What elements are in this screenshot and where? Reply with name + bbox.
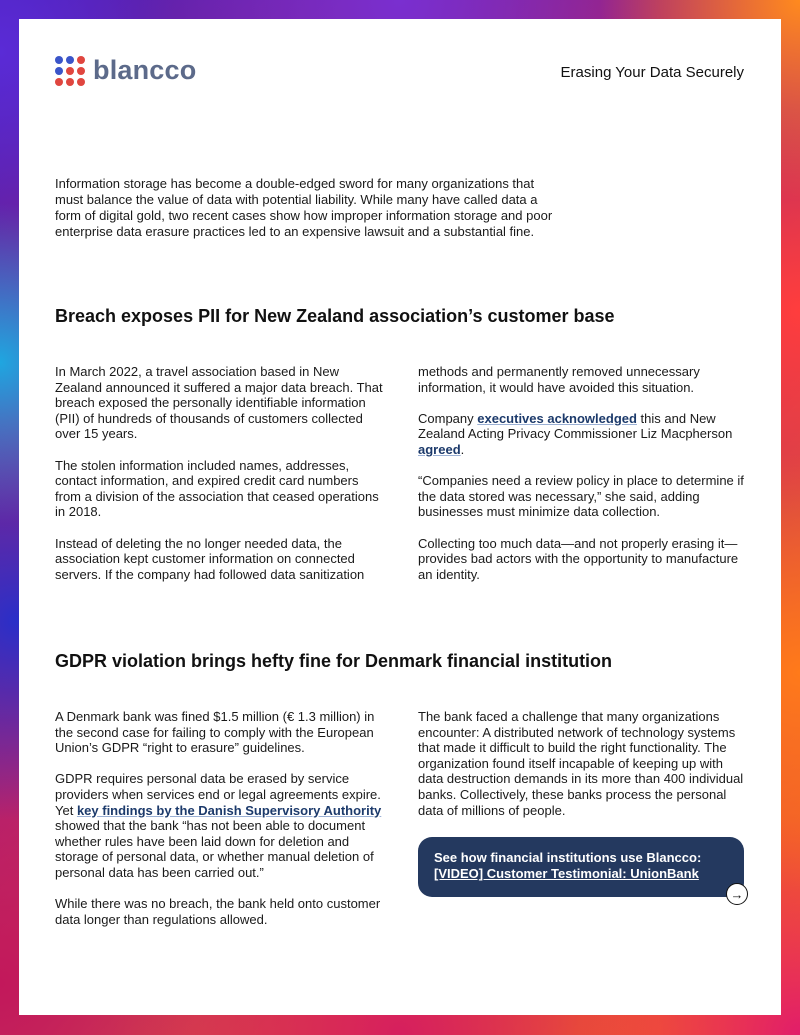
section1-paragraph-4 (418, 411, 748, 458)
logo-dot (77, 67, 85, 75)
logo-dot (55, 67, 63, 75)
logo-dot (77, 78, 85, 86)
document-page (19, 19, 781, 1015)
cta-video-link[interactable]: [VIDEO] Customer Testimonial: UnionBank (434, 866, 699, 881)
logo-dot (66, 56, 74, 64)
intro-paragraph: Information storage has become a double-edged sword for many organizations that must balance the value of data with potential liability. While many have called data a form of digital gold, two recent cases show how improper information storage and poor enterprise data erasure practices led to an expensive lawsuit and a substantial fine. (55, 176, 553, 239)
video-testimonial-cta[interactable] (418, 837, 744, 897)
cta-line-1: See how financial institutions use Blancco: (434, 850, 702, 865)
executives-acknowledged-link[interactable]: executives acknowledged (477, 410, 637, 426)
section2-left-column (55, 709, 385, 943)
section1-heading: Breach exposes PII for New Zealand association’s customer base (55, 306, 615, 326)
agreed-link[interactable]: agreed (418, 441, 461, 457)
logo-dot (66, 78, 74, 86)
section2-heading: GDPR violation brings hefty fine for Denmark financial institution (55, 651, 613, 671)
text-span: GDPR requires personal data be erased by service providers when services end or legal agreements expire. Yet (55, 771, 381, 818)
section2-paragraph-3: While there was no breach, the bank held onto customer data longer than regulations allowed. (55, 896, 381, 927)
logo-dot (55, 56, 63, 64)
brand-name: blancco (93, 55, 197, 85)
section1-paragraph-3b: methods and permanently removed unnecessary information, it would have avoided this situation. (418, 364, 700, 395)
section1-paragraph-6: Collecting too much data—and not properly erasing it—provides bad actors with the opportunity to manufacture an identity. (418, 535, 739, 582)
logo-dot (77, 56, 85, 64)
logo-mark (55, 56, 85, 86)
section1-paragraph-5: “Companies need a review policy in place to determine if the data stored was necessary,” she said, adding businesses must minimize data collection. (418, 473, 744, 520)
section2-paragraph-4: The bank faced a challenge that many organizations encounter: A distributed network of technology systems that made it difficult to build the right functionality. The organization found itself incapable of keeping up with data destruction demands in its more than 400 individual banks. Collectively, these banks process the personal data of millions of people. (418, 709, 744, 818)
section2-paragraph-1: A Denmark bank was fined $1.5 million (€ 1.3 million) in the second case for failing to comply with the European Union’s GDPR “right to erasure” guidelines. (55, 709, 375, 756)
section2-right-column (418, 709, 748, 834)
blancco-logo[interactable] (55, 55, 196, 86)
page-header-title: Erasing Your Data Securely (560, 64, 744, 81)
text-span: showed that the bank “has not been able to document whether rules have been laid down for deletion and storage of personal data, or whether manual deletion of personal data has been carried out.” (55, 818, 374, 880)
key-findings-link[interactable]: key findings by the Danish Supervisory Authority (76, 802, 382, 818)
logo-dot (55, 78, 63, 86)
section1-left-column (55, 364, 385, 598)
logo-dot (66, 67, 74, 75)
text-span: Company (418, 410, 478, 426)
section1-paragraph-1: In March 2022, a travel association based in New Zealand announced it suffered a major data breach. That breach exposed the personally identifiable information (PII) of hundreds of thousands of customers collected over 15 years. (55, 364, 383, 442)
arrow-right-icon[interactable]: → (726, 883, 748, 905)
section1-paragraph-2: The stolen information included names, addresses, contact information, and expired credit card numbers from a division of the association that ceased operations in 2018. (55, 457, 379, 520)
text-span: this and New Zealand Acting Privacy Commissioner Liz Macpherson (418, 410, 733, 442)
section2-paragraph-2 (55, 771, 385, 880)
section1-right-column (418, 364, 748, 598)
text-span: . (460, 441, 465, 457)
section1-paragraph-3a: Instead of deleting the no longer needed data, the association kept customer information on connected servers. If the company had followed data sanitization (55, 535, 365, 582)
